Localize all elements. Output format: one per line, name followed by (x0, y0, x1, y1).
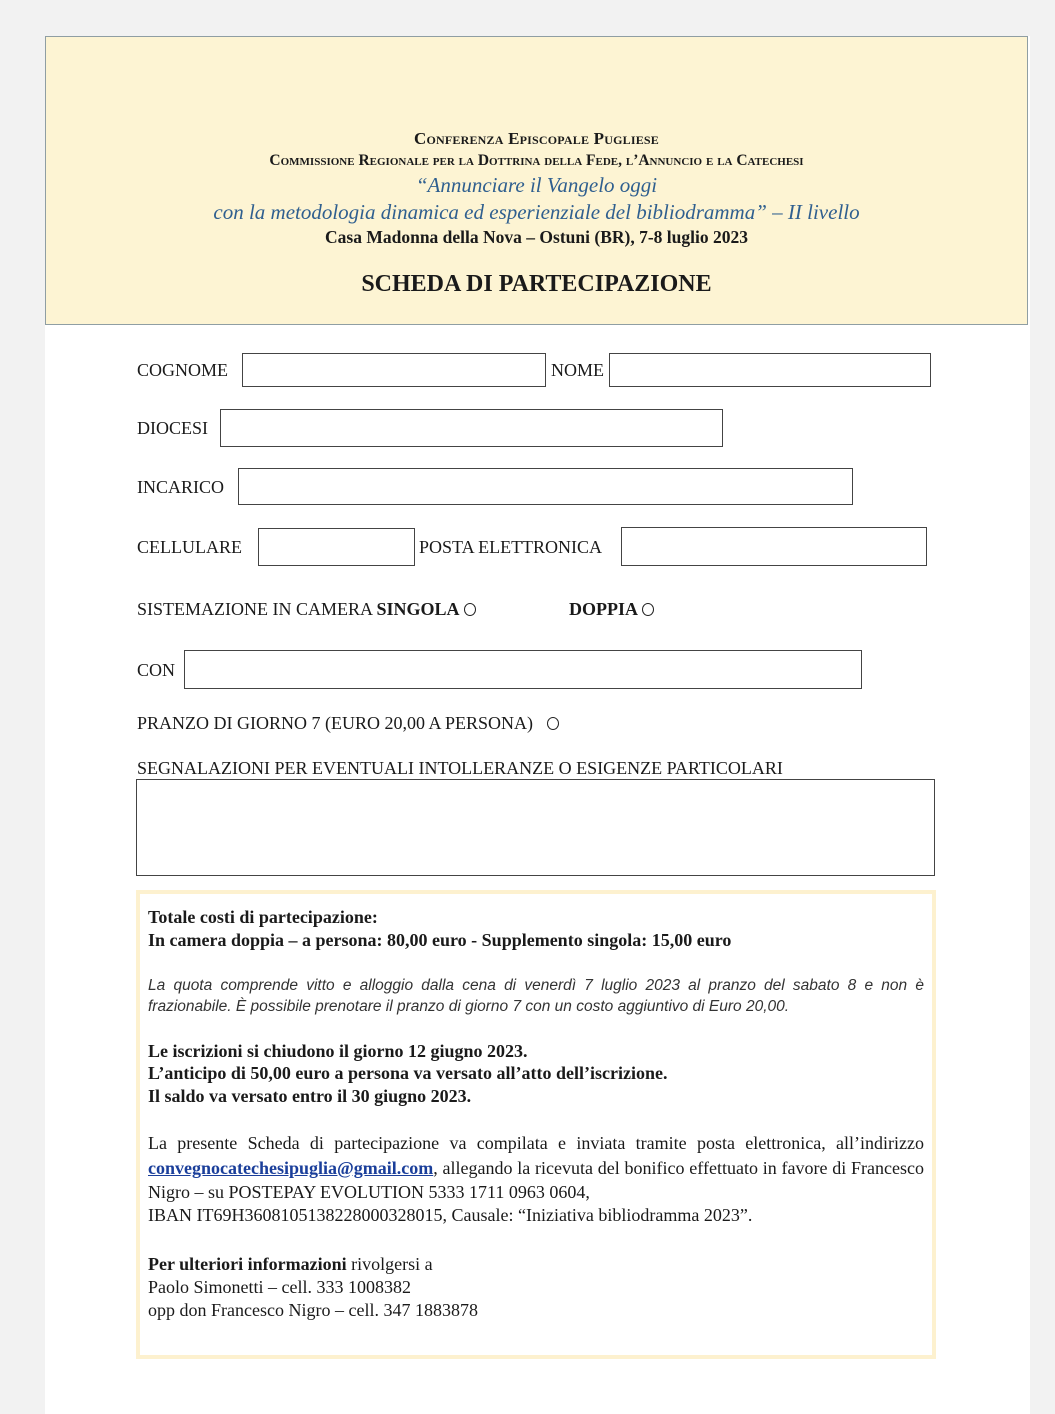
room-single-label: SINGOLA (376, 599, 460, 619)
event-title-line1: “Annunciare il Vangelo oggi (415, 173, 658, 197)
nome-field[interactable] (609, 353, 931, 387)
iban-line: IBAN IT69H3608105138228000328015, Causale: “Iniziativa bibliodramma 2023”. (148, 1205, 753, 1225)
contact-heading (148, 1253, 924, 1276)
notes-label: SEGNALAZIONI PER EVENTUALI INTOLLERANZE O ESIGENZE PARTICOLARI (137, 758, 783, 778)
submission-instructions (148, 1131, 924, 1205)
form-title: SCHEDA DI PARTECIPAZIONE (361, 271, 712, 297)
con-label: CON (137, 660, 176, 680)
cellulare-field[interactable] (258, 528, 415, 566)
cellulare-label: CELLULARE (137, 537, 242, 557)
nome-label: NOME (551, 360, 604, 380)
con-field[interactable] (184, 650, 862, 689)
contact-1: Paolo Simonetti – cell. 333 1008382 (148, 1277, 411, 1297)
diocesi-field[interactable] (220, 409, 723, 447)
submission-text-pre: La presente Scheda di partecipazione va compilata e inviata tramite posta elettronica, all’indirizzo (148, 1133, 924, 1153)
room-label: SISTEMAZIONE IN CAMERA (137, 599, 373, 619)
incarico-field[interactable] (238, 468, 853, 505)
deadline-balance: Il saldo va versato entro il 30 giugno 2023. (148, 1086, 472, 1106)
costs-title: Totale costi di partecipazione: (148, 907, 378, 927)
contact-2: opp don Francesco Nigro – cell. 347 1883878 (148, 1300, 478, 1320)
info-box (136, 890, 936, 1359)
room-single-radio[interactable] (464, 603, 476, 616)
event-place-date: Casa Madonna della Nova – Ostuni (BR), 7-8 luglio 2023 (325, 227, 748, 247)
lunch-radio[interactable] (547, 717, 559, 730)
email-field[interactable] (621, 527, 927, 566)
quota-description: La quota comprende vitto e alloggio dalla cena di venerdì 7 luglio 2023 al pranzo del sabato 8 e non è frazionabile. È possibile prenotare il pranzo di giorno 7 con un costo aggiuntivo di Euro 20,00. (148, 977, 924, 1015)
email-link[interactable]: convegnocatechesipuglia@gmail.com (148, 1157, 434, 1178)
organization-name: Conferenza Episcopale Pugliese (414, 129, 659, 148)
deadline-deposit: L’anticipo di 50,00 euro a persona va versato all’atto dell’iscrizione. (148, 1063, 668, 1083)
diocesi-label: DIOCESI (137, 418, 208, 438)
costs-line: In camera doppia – a persona: 80,00 euro - Supplemento singola: 15,00 euro (148, 930, 732, 950)
lunch-option (137, 713, 559, 734)
commission-name: Commissione Regionale per la Dottrina della Fede, l’Annuncio e la Catechesi (269, 152, 804, 169)
room-choice-row (137, 599, 476, 620)
cognome-label: COGNOME (137, 360, 229, 380)
incarico-label: INCARICO (137, 477, 225, 497)
form-header (45, 36, 1028, 325)
cognome-field[interactable] (242, 353, 546, 387)
room-double-option (569, 599, 654, 620)
room-double-radio[interactable] (642, 603, 654, 616)
email-label: POSTA ELETTRONICA (419, 537, 603, 557)
contact-heading-rest: rivolgersi a (346, 1254, 433, 1274)
contact-heading-bold: Per ulteriori informazioni (148, 1254, 347, 1274)
notes-textarea[interactable] (136, 779, 935, 876)
lunch-label: PRANZO DI GIORNO 7 (EURO 20,00 A PERSONA) (137, 713, 534, 733)
submission-text-post: , allegando la ricevuta del bonifico effettuato in favore di Francesco Nigro – su POSTEPAY EVOLUTION 5333 1711 0963 0604, (148, 1157, 924, 1202)
event-title-line2: con la metodologia dinamica ed esperienziale del bibliodramma” – II livello (213, 200, 860, 224)
deadline-registration: Le iscrizioni si chiudono il giorno 12 giugno 2023. (148, 1041, 528, 1061)
room-double-label: DOPPIA (569, 599, 638, 619)
